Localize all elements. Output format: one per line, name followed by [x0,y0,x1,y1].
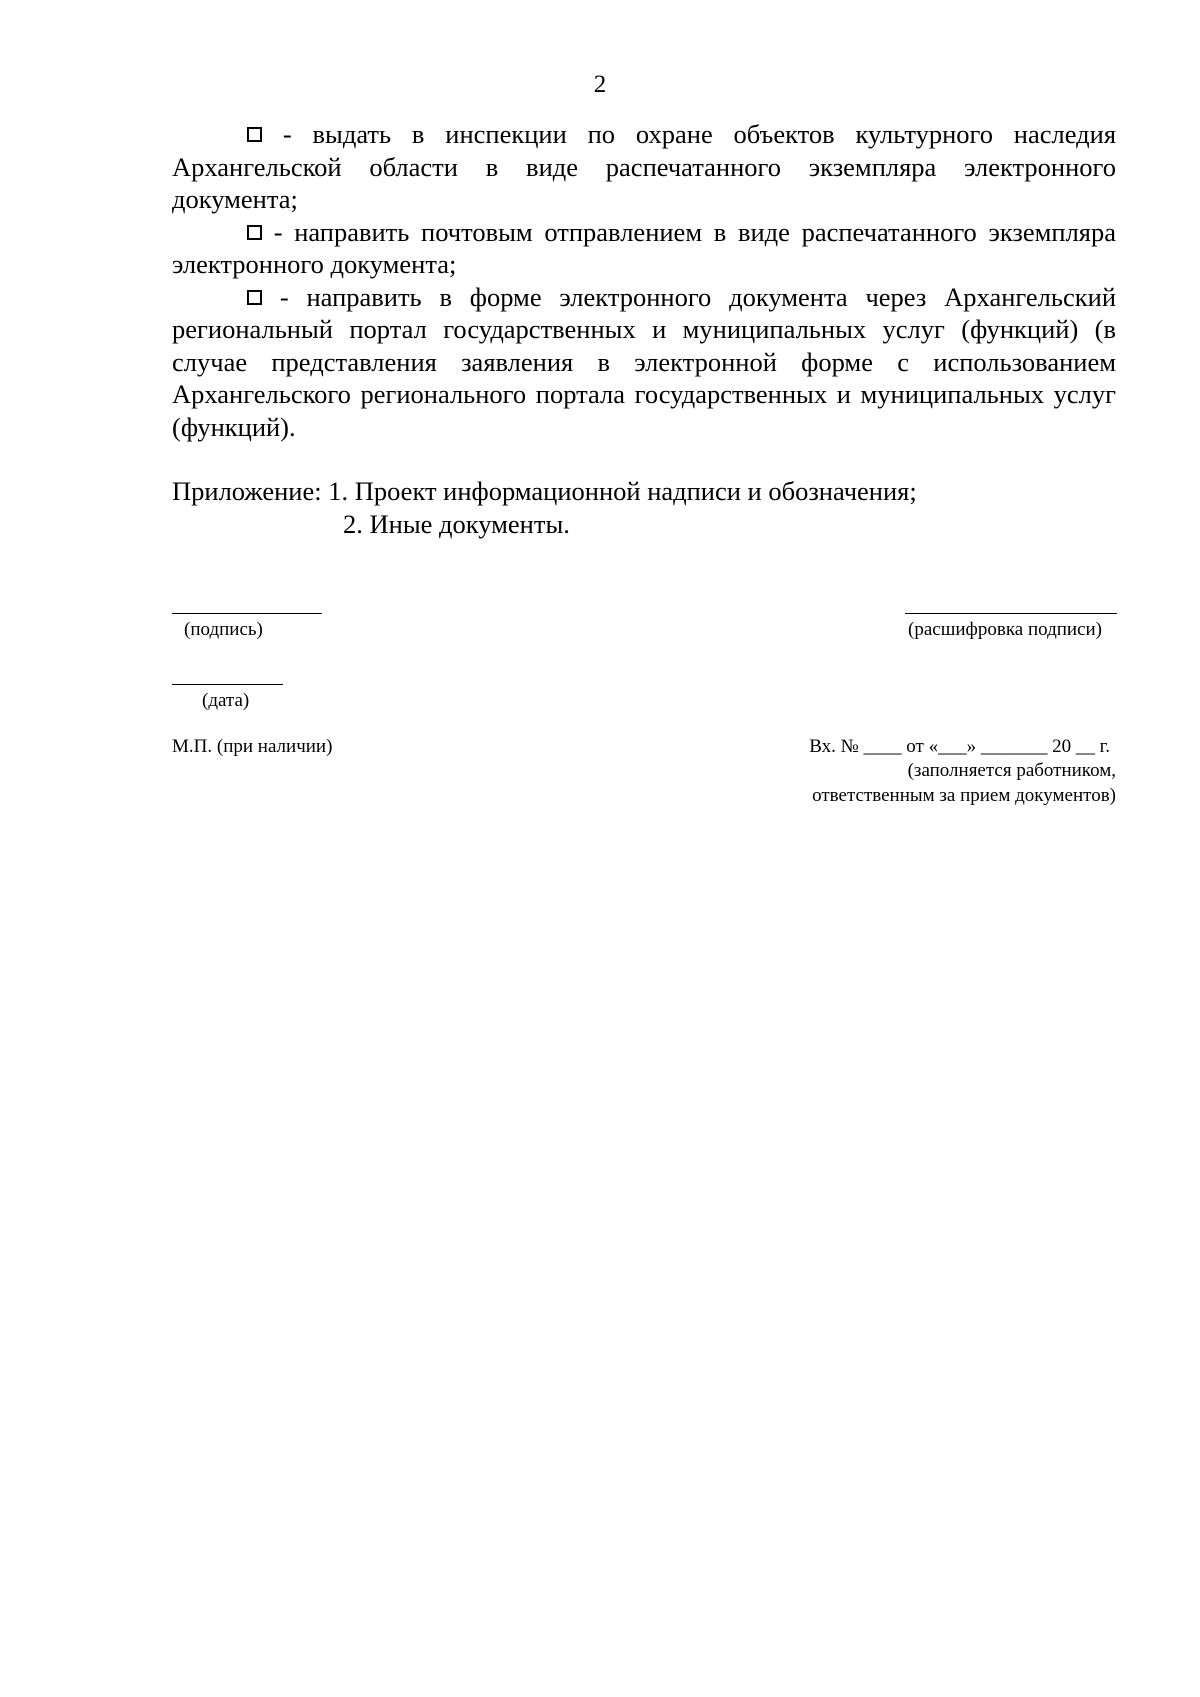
checkbox-icon[interactable] [247,225,262,240]
page-number: 2 [593,71,607,98]
date-line [172,684,283,685]
decryption-line [905,613,1117,614]
decryption-caption: (расшифровка подписи) [908,619,1102,640]
stamp-label: М.П. (при наличии) [172,736,333,757]
checkbox-icon[interactable] [247,127,262,142]
option-text: - выдать в инспекции по охране объектов культурного наследия Архангельской области в виде распечатанного экземпляра электронного документа; [172,119,1117,214]
incoming-number-line: Вх. № ____ от «___» _______ 20 __ г. [809,736,1110,757]
signature-caption: (подпись) [184,619,263,640]
delivery-options [172,118,1116,443]
attachment-item: 2. Иные документы. [343,508,570,539]
option-text: - направить в форме электронного документа через Архангельский региональный портал государственных и муниципальных услуг (функций) (в случае представления заявления в электронной форме с использованием Архангельского регионального портала государственных и муниципальных услуг (функций). [172,281,1116,442]
option-send-electronically [172,281,1116,444]
date-caption: (дата) [202,690,250,711]
option-send-by-post [172,216,1116,281]
checkbox-icon[interactable] [247,290,262,305]
option-text: - направить почтовым отправлением в виде распечатанного экземпляра электронного документа; [172,216,1116,279]
signature-line [172,613,322,614]
incoming-note: ответственным за прием документов) [812,785,1116,806]
incoming-note: (заполняется работником, [907,760,1116,781]
attachment-item: 1. Проект информационной надписи и обозначения; [328,476,917,506]
attachment-label: Приложение: [172,476,322,506]
option-issue-in-inspection [172,118,1116,216]
attachment-section [172,475,917,540]
